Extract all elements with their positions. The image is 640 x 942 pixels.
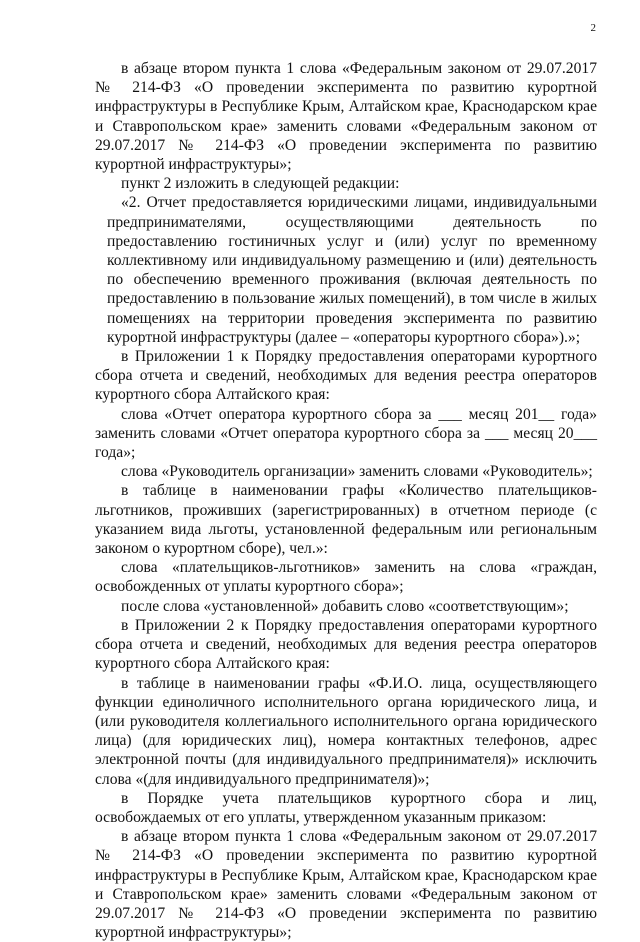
paragraph-11-fio-column: в таблице в наименовании графы «Ф.И.О. лица, осуществляющего функции единоличного исполнительного органа юридического лица, и (или руководителя коллегиального исполнительного органа юридического лица) (для юридических лиц), номера контактных телефонов, адрес электронной почты (для индивидуального предпринимателя)» исключить слова «(для индивидуального предпринимателя)»; xyxy=(95,674,597,788)
paragraph-6-head-of-org: слова «Руководитель организации» заменить словами «Руководитель»; xyxy=(121,463,593,481)
paragraph-1-amend-clause-1: в абзаце втором пункта 1 слова «Федеральным законом от 29.07.2017 № 214-ФЗ «О проведении эксперимента по развитию курортной инфраструктуры в Республике Крым, Алтайском крае, Краснодарском крае и Ставропольском крае» заменить словами «Федеральным законом от 29.07.2017 № 214-ФЗ «О проведении эксперимента по развитию курортной инфраструктуры»; xyxy=(95,60,597,174)
paragraph-12-accounting-order: в Порядке учета плательщиков курортного сбора и лиц, освобождаемых от его уплаты, утвержденном указанным приказом: xyxy=(95,789,597,826)
paragraph-9-add-word: после слова «установленной» добавить слово «соответствующим»; xyxy=(121,597,569,615)
paragraph-13-amend-clause-1: в абзаце втором пункта 1 слова «Федеральным законом от 29.07.2017 № 214-ФЗ «О проведении эксперимента по развитию курортной инфраструктуры в Республике Крым, Алтайском крае, Краснодарском крае и Ставропольском крае» заменить словами «Федеральным законом от 29.07.2017 № 214-ФЗ «О проведении эксперимента по развитию курортной инфраструктуры»; xyxy=(95,828,597,942)
paragraph-5-report-title: слова «Отчет оператора курортного сбора за ___ месяц 201__ года» заменить словами «Отчет оператора курортного сбора за ___ месяц 20___ года»; xyxy=(95,405,597,462)
paragraph-10-appendix-2: в Приложении 2 к Порядку предоставления операторами курортного сбора отчета и сведений, необходимых для ведения реестра операторов курортного сбора Алтайского края: xyxy=(95,616,597,673)
page-number: 2 xyxy=(590,22,596,34)
paragraph-3-clause-2-quote: «2. Отчет предоставляется юридическими лицами, индивидуальными предпринимателями, осуществляющими деятельность по предоставлению гостиничных услуг и (или) услуг по временному коллективному или индивидуальному размещению и (или) деятельность по обеспечению временного проживания (включая деятельность по предоставлению в пользование жилых помещений), в том числе в жилых помещениях на территории проведения эксперимента по развитию курортной инфраструктуры (далее – «операторы курортного сбора»).»; xyxy=(107,194,597,346)
paragraph-4-appendix-1: в Приложении 1 к Порядку предоставления операторами курортного сбора отчета и сведений, необходимых для ведения реестра операторов курортного сбора Алтайского края: xyxy=(95,348,597,404)
paragraph-8-replace-words: слова «плательщиков-льготников» заменить на слова «граждан, освобожденных от уплаты курортного сбора»; xyxy=(95,559,597,596)
document-body xyxy=(95,59,597,942)
paragraph-2-clause-2-intro: пункт 2 изложить в следующей редакции: xyxy=(121,175,400,193)
paragraph-7-table-column: в таблице в наименовании графы «Количество плательщиков-льготников, проживших (зарегистрированных) в отчетном периоде (с указанием вида льготы, установленной федеральным или региональным законом о курортном сборе), чел.»: xyxy=(95,482,597,558)
